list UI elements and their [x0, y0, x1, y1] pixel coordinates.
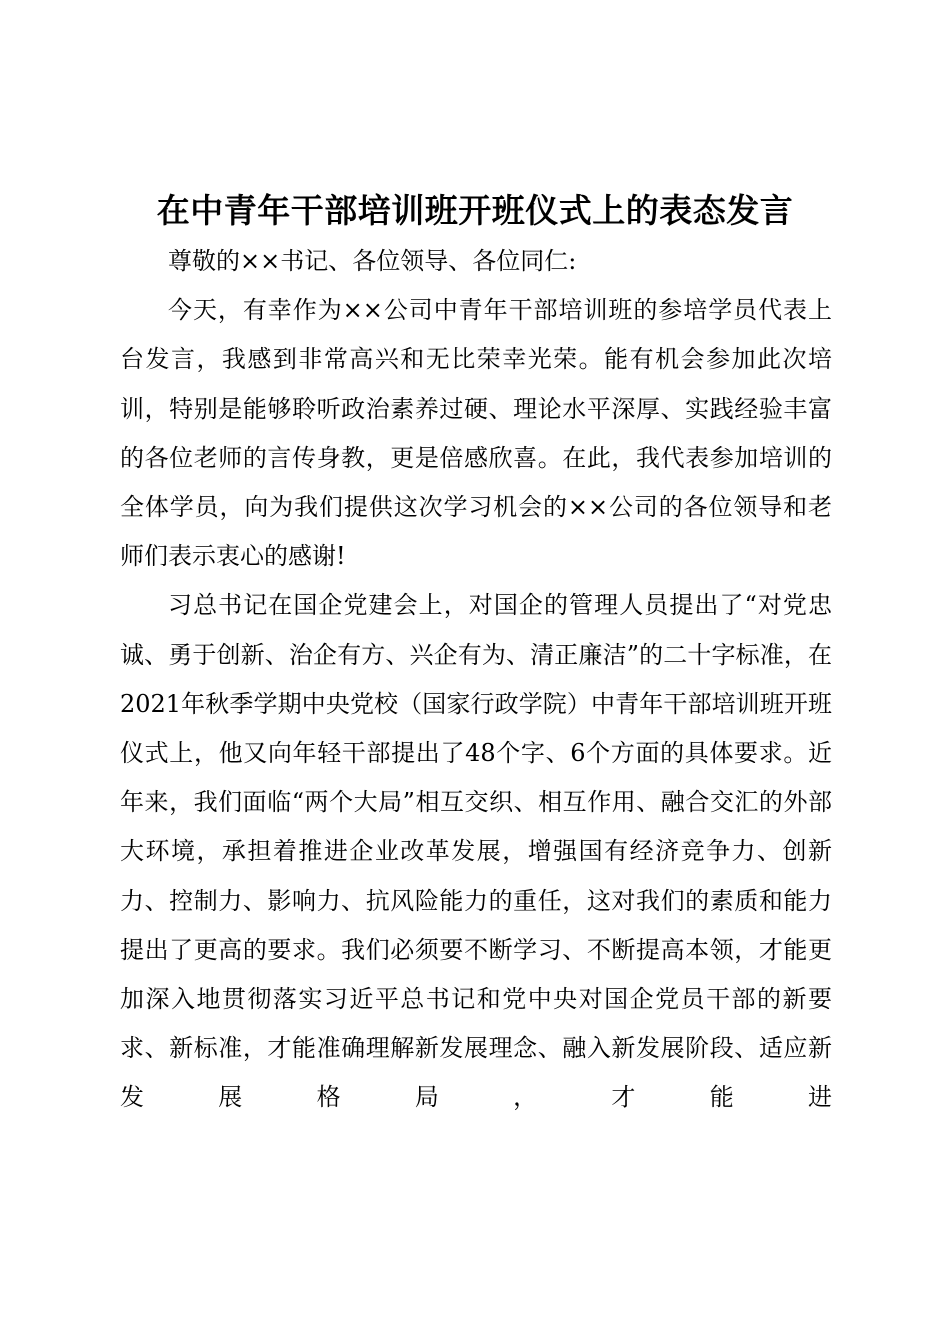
salutation-paragraph: 尊敬的××书记、各位领导、各位同仁:	[168, 247, 577, 275]
body-paragraph: 习总书记在国企党建会上，对国企的管理人员提出了“对党忠诚、勇于创新、治企有方、兴企有为、清正廉洁”的二十字标准，在2021年秋季学期中央党校（国家行政学院）中青年干部培训班开班仪式上，他又向年轻干部提出了48个字、6个方面的具体要求。近年来，我们面临“两个大局”相互交织、相互作用、融合交汇的外部大环境，承担着推进企业改革发展，增强国有经济竞争力、创新力、控制力、影响力、抗风险能力的重任，这对我们的素质和能力提出了更高的要求。我们必须要不断学习、不断提高本领，才能更加深入地贯彻落实习近平总书记和党中央对国企党员干部的新要求、新标准，才能准确理解新发展理念、融入新发展阶段、适应新发展格局，才能进	[120, 591, 832, 1112]
body-paragraph: 今天，有幸作为××公司中青年干部培训班的参培学员代表上台发言，我感到非常高兴和无比荣幸光荣。能有机会参加此次培训，特别是能够聆听政治素养过硬、理论水平深厚、实践经验丰富的各位老师的言传身教，更是倍感欣喜。在此，我代表参加培训的全体学员，向为我们提供这次学习机会的××公司的各位领导和老师们表示衷心的感谢!	[120, 296, 832, 571]
document-body	[120, 237, 832, 1123]
document-title: 在中青年干部培训班开班仪式上的表态发言	[156, 191, 794, 230]
